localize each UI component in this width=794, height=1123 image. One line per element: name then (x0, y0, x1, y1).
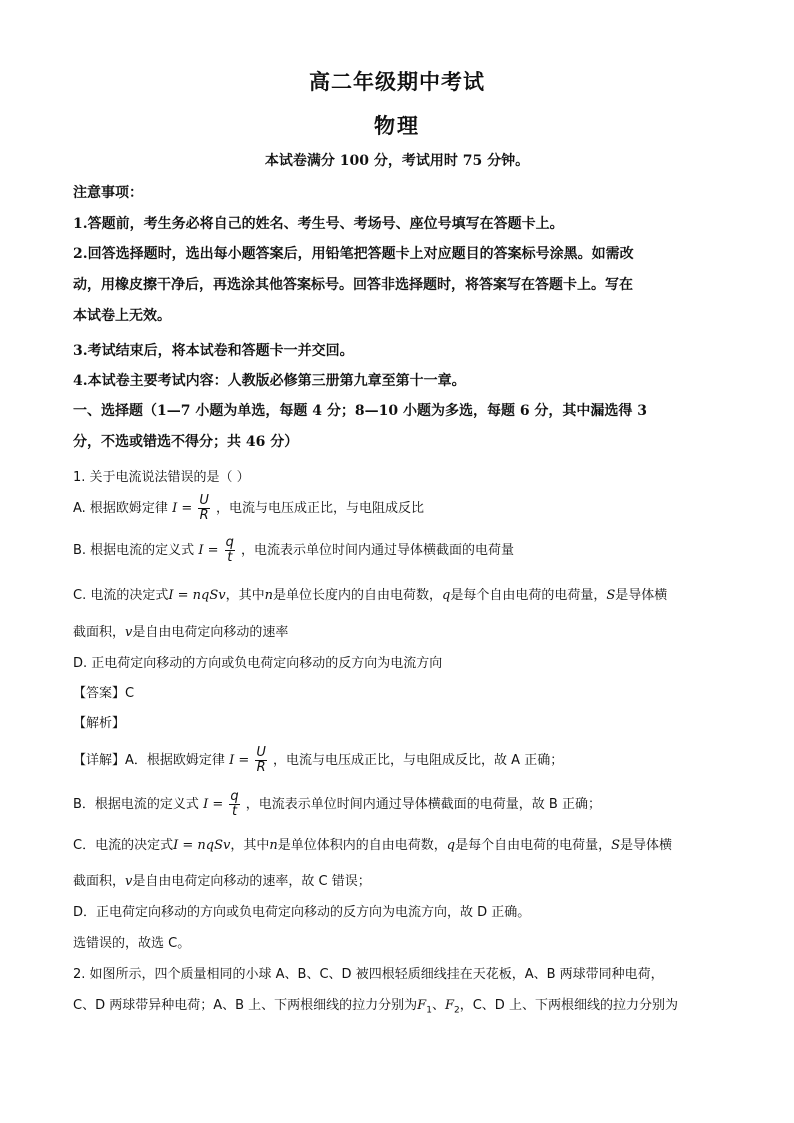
exam-info: 本试卷满分 100 分，考试用时 75 分钟。 (264, 153, 530, 169)
q1-c-mid2: 是单位长度内的自由电荷数， (272, 588, 442, 603)
q1-a-den: R (199, 508, 209, 523)
detail-tag: 【详解】 (73, 753, 126, 768)
q2-stem-line-2 (73, 994, 733, 1016)
q1-e-c-mid1: ，其中 (230, 838, 270, 853)
q1-c-prefix: C. 电流的决定式 (73, 588, 169, 603)
q1-a-suffix: ，电流与电压成正比，与电阻成反比 (216, 501, 425, 516)
q1-option-d: D. 正电荷定向移动的方向或负电荷定向移动的反方向为电流方向 (73, 656, 443, 671)
q1-c-q: q (442, 588, 451, 603)
q1-a-lhs: I = (172, 501, 193, 516)
q1-option-c-line-1 (73, 584, 733, 603)
q2-l2-suffix: ，C、D 上、下两根细线的拉力分别为 (459, 998, 678, 1013)
q1-c-l2-suffix: 是自由电荷定向移动的速率 (132, 625, 289, 640)
q2-f2-sub: 2 (453, 1005, 460, 1016)
q1-e-a-num: U (256, 745, 266, 760)
exam-title: 高二年级期中考试 (309, 69, 485, 94)
q1-c-l2-prefix: 截面积， (73, 625, 126, 640)
q2-f2: F (444, 998, 454, 1013)
q1-c-s: S (606, 588, 616, 603)
section-heading-line-1: 一、选择题（1—7 小题为单选，每题 4 分；8—10 小题为多选，每题 6 分，其中漏选得 3 (73, 403, 648, 419)
q2-stem-line-1: 2. 如图所示，四个质量相同的小球 A、B、C、D 被四根轻质细线挂在天花板，A、B 两球带同种电荷， (73, 967, 664, 982)
q1-option-c-line-2 (73, 621, 733, 640)
note-2-line-3: 本试卷上无效。 (73, 308, 171, 324)
q1-e-c-l2-prefix: 截面积， (73, 874, 126, 889)
q1-c-mid3: 是每个自由电荷的电荷量， (450, 588, 607, 603)
q1-analysis-tag: 【解析】 (73, 716, 126, 731)
answer-value: C (125, 686, 135, 701)
q1-e-c-formula: I = nqSv (173, 838, 231, 853)
q1-e-b-num: q (230, 789, 239, 804)
note-4: 4.本试卷主要考试内容：人教版必修第三册第九章至第十一章。 (73, 373, 466, 389)
q1-e-b-fraction (229, 790, 239, 819)
q2-l2-prefix: C、D 两球带异种电荷；A、B 上、下两根细线的拉力分别为 (73, 998, 418, 1013)
q1-e-a-den: R (256, 760, 266, 775)
q1-answer (73, 682, 733, 701)
q1-stem: 1. 关于电流说法错误的是（ ） (73, 470, 250, 485)
notes-heading: 注意事项： (73, 185, 143, 201)
q1-e-c-mid2: 是单位体积内的自由电荷数， (277, 838, 447, 853)
q1-e-c-mid4: 是导体横 (619, 838, 672, 853)
q1-c-v: v (125, 625, 133, 640)
q1-b-lhs: I = (198, 543, 219, 558)
q1-explain-b (73, 790, 733, 819)
q1-b-fraction (225, 536, 235, 565)
q1-c-n: n (264, 588, 273, 603)
q1-e-c-q: q (446, 838, 456, 853)
q1-a-prefix: A. 根据欧姆定律 (73, 501, 168, 516)
q2-f1: F (417, 998, 427, 1013)
q1-e-a-lhs: I = (229, 753, 250, 768)
q1-option-a (73, 494, 733, 523)
q1-e-c-s: S (611, 838, 620, 853)
q1-explain-d: D．正电荷定向移动的方向或负电荷定向移动的反方向为电流方向，故 D 正确。 (73, 905, 531, 920)
q1-e-c-prefix: C．电流的决定式 (73, 838, 174, 853)
answer-tag: 【答案】 (73, 686, 126, 701)
q2-f1-sub: 1 (426, 1005, 432, 1016)
note-1: 1.答题前，考生务必将自己的姓名、考生号、考场号、座位号填写在答题卡上。 (73, 216, 564, 232)
q1-conclusion: 选错误的，故选 C。 (73, 936, 191, 951)
q1-e-b-prefix: B．根据电流的定义式 (73, 797, 199, 812)
q1-e-c-l2-suffix: 是自由电荷定向移动的速率，故 C 错误； (132, 874, 371, 889)
q1-e-a-prefix: A．根据欧姆定律 (125, 753, 225, 768)
note-3: 3.考试结束后，将本试卷和答题卡一并交回。 (73, 343, 354, 359)
q1-option-b (73, 536, 733, 565)
note-2-line-1: 2.回答选择题时，选出每小题答案后，用铅笔把答题卡上对应题目的答案标号涂黑。如需改 (73, 246, 634, 262)
q1-c-formula: I = nqSv (168, 588, 226, 603)
q1-b-num: q (225, 535, 234, 550)
q1-e-c-mid3: 是每个自由电荷的电荷量， (455, 838, 612, 853)
q1-e-c-v: v (125, 874, 133, 889)
note-2-line-2: 动，用橡皮擦干净后，再选涂其他答案标号。回答非选择题时，将答案写在答题卡上。写在 (73, 277, 633, 293)
q1-a-num: U (199, 493, 209, 508)
q1-c-mid4: 是导体横 (615, 588, 668, 603)
q1-explain-a (73, 746, 733, 775)
q1-b-den: t (227, 550, 233, 565)
q2-sep: 、 (431, 998, 445, 1013)
subject-title: 物理 (374, 113, 420, 138)
section-heading-line-2: 分，不选或错选不得分；共 46 分） (73, 434, 299, 450)
q1-explain-c-line-2 (73, 870, 733, 889)
q1-e-a-fraction (255, 746, 267, 775)
q1-e-b-lhs: I = (203, 797, 224, 812)
q1-e-c-n: n (269, 838, 278, 853)
q1-b-prefix: B. 根据电流的定义式 (73, 543, 195, 558)
q1-c-mid1: ，其中 (225, 588, 265, 603)
q1-e-b-den: t (231, 804, 238, 819)
q1-b-suffix: ，电流表示单位时间内通过导体横截面的电荷量 (241, 543, 515, 558)
q1-e-a-suffix: ，电流与电压成正比，与电阻成反比，故 A 正确； (273, 753, 564, 768)
q1-explain-c-line-1 (73, 834, 733, 853)
q1-a-fraction (198, 494, 210, 523)
q1-e-b-suffix: ，电流表示单位时间内通过导体横截面的电荷量，故 B 正确； (245, 797, 601, 812)
